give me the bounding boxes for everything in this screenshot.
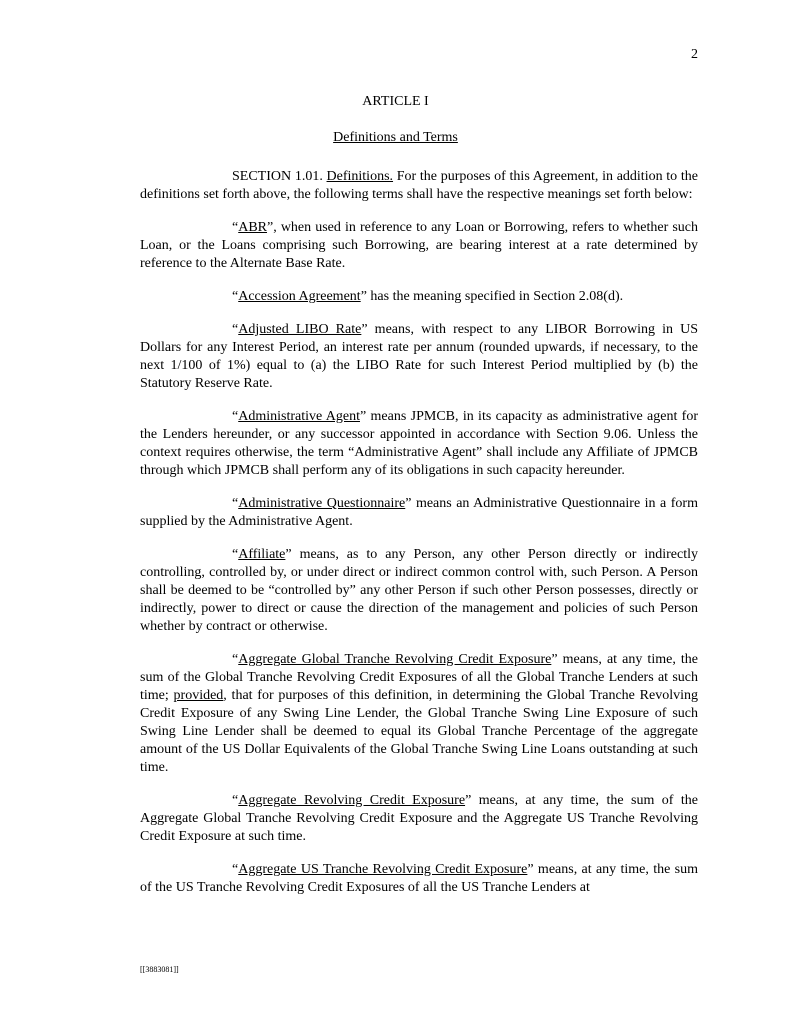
definition-text: ” means an Administrative Questionnaire in a form supplied by the Administrative Agent.: [140, 496, 698, 529]
defined-term: Aggregate Revolving Credit Exposure: [238, 793, 466, 808]
definition-abr: “ABR”, when used in reference to any Loan or Borrowing, refers to whether such Loan, or the Loans comprising such Borrowing, are bearing interest at a rate determined by reference to the Alternate Base Rate.: [140, 220, 698, 271]
definition-accession-agreement: “Accession Agreement” has the meaning specified in Section 2.08(d).: [232, 289, 624, 304]
definition-affiliate: “Affiliate” means, as to any Person, any other Person directly or indirectly controlling, controlled by, or under direct or indirect common control with, such Person. A Person shall be deemed to be “controlled by” any other Person if such other Person possesses, directly or indirectly, power to direct or cause the direction of the management and policies of such Person whether by contract or otherwise.: [140, 547, 698, 634]
definition-text: ” means, as to any Person, any other Person directly or indirectly controlling, controlled by, or under direct or indirect common control with, such Person. A Person shall be deemed to be “controlled by” any other Person if such other Person possesses, directly or indirectly, power to direct or cause the direction of the management and policies of such Person whether by contract or otherwise.: [140, 547, 698, 634]
definition-administrative-questionnaire: “Administrative Questionnaire” means an Administrative Questionnaire in a form supplied by the Administrative Agent.: [140, 496, 698, 529]
definition-administrative-agent: “Administrative Agent” means JPMCB, in its capacity as administrative agent for the Lenders hereunder, or any successor appointed in accordance with Section 9.06. Unless the context requires otherwise, the term “Administrative Agent” shall include any Affiliate of JPMCB through which JPMCB shall perform any of its obligations in such capacity hereunder.: [140, 409, 698, 478]
definition-text: ” means, at any time, the sum of the Global Tranche Revolving Credit Exposures of all the Global Tranche Lenders at such time;: [140, 652, 698, 703]
definition-text: ” means, at any time, the sum of the US Tranche Revolving Credit Exposures of all the US Tranche Lenders at: [140, 862, 698, 895]
definition-text: ”, when used in reference to any Loan or Borrowing, refers to whether such Loan, or the Loans comprising such Borrowing, are bearing interest at a rate determined by reference to the Alternate Base Rate.: [140, 220, 698, 271]
definition-text: ” means JPMCB, in its capacity as administrative agent for the Lenders hereunder, or any successor appointed in accordance with Section 9.06. Unless the context requires otherwise, the term “Administrative Agent” shall include any Affiliate of JPMCB through which JPMCB shall perform any of its obligations in such capacity hereunder.: [140, 409, 698, 478]
defined-term: Affiliate: [238, 547, 286, 562]
proviso-term: provided: [173, 688, 224, 703]
document-id-footer: [[3883081]]: [140, 965, 179, 974]
definition-aggregate-revolving-credit-exposure: “Aggregate Revolving Credit Exposure” means, at any time, the sum of the Aggregate Global Tranche Revolving Credit Exposure and the Aggregate US Tranche Revolving Credit Exposure at such time.: [140, 793, 698, 844]
definition-text-continued: , that for purposes of this definition, in determining the Global Tranche Revolving Credit Exposure of any Swing Line Lender, the Global Tranche Swing Line Exposure of such Swing Line Lender shall be deemed to equal its Global Tranche Percentage of the aggregate amount of the US Dollar Equivalents of the Global Tranche Swing Line Loans outstanding at such time.: [140, 688, 698, 775]
definition-text: ” means, with respect to any LIBOR Borrowing in US Dollars for any Interest Period, an interest rate per annum (rounded upwards, if necessary, to the next 1/100 of 1%) equal to (a) the LIBO Rate for such Interest Period multiplied by (b) the Statutory Reserve Rate.: [140, 322, 699, 391]
defined-term: ABR: [238, 220, 268, 235]
definition-text: ” means, at any time, the sum of the Aggregate Global Tranche Revolving Credit Exposure and the Aggregate US Tranche Revolving Credit Exposure at such time.: [140, 793, 698, 844]
definition-adjusted-libo-rate: “Adjusted LIBO Rate” means, with respect to any LIBOR Borrowing in US Dollars for any Interest Period, an interest rate per annum (rounded upwards, if necessary, to the next 1/100 of 1%) equal to (a) the LIBO Rate for such Interest Period multiplied by (b) the Statutory Reserve Rate.: [140, 322, 699, 391]
paragraph-text: For the purposes of this Agreement, in addition to the definitions set forth above, the following terms shall have the respective meanings set forth below:: [140, 169, 698, 202]
page-number: 2: [691, 47, 698, 62]
section-title: Definitions.: [326, 169, 394, 184]
article-title: Definitions and Terms: [333, 130, 458, 145]
document-body: [140, 168, 698, 912]
defined-term: Administrative Questionnaire: [238, 496, 406, 511]
definition-aggregate-us-tranche: “Aggregate US Tranche Revolving Credit Exposure” means, at any time, the sum of the US Tranche Revolving Credit Exposures of all the US Tranche Lenders at: [140, 862, 698, 895]
defined-term: Aggregate US Tranche Revolving Credit Exposure: [238, 862, 528, 877]
defined-term: Accession Agreement: [238, 289, 361, 304]
article-heading: ARTICLE I: [362, 94, 429, 109]
defined-term: Adjusted LIBO Rate: [238, 322, 362, 337]
defined-term: Administrative Agent: [238, 409, 360, 424]
section-label: SECTION 1.01.: [232, 169, 327, 184]
definition-aggregate-global-tranche: “Aggregate Global Tranche Revolving Credit Exposure” means, at any time, the sum of the Global Tranche Revolving Credit Exposures of all the Global Tranche Lenders at such time; provided, that for purposes of this definition, in determining the Global Tranche Revolving Credit Exposure of any Swing Line Lender, the Global Tranche Swing Line Exposure of such Swing Line Lender shall be deemed to equal its Global Tranche Percentage of the aggregate amount of the US Dollar Equivalents of the Global Tranche Swing Line Loans outstanding at such time.: [140, 652, 698, 775]
section-1-01-paragraph: [140, 168, 698, 204]
definition-text: ” has the meaning specified in Section 2.08(d).: [360, 289, 624, 304]
defined-term: Aggregate Global Tranche Revolving Credit Exposure: [238, 652, 552, 667]
